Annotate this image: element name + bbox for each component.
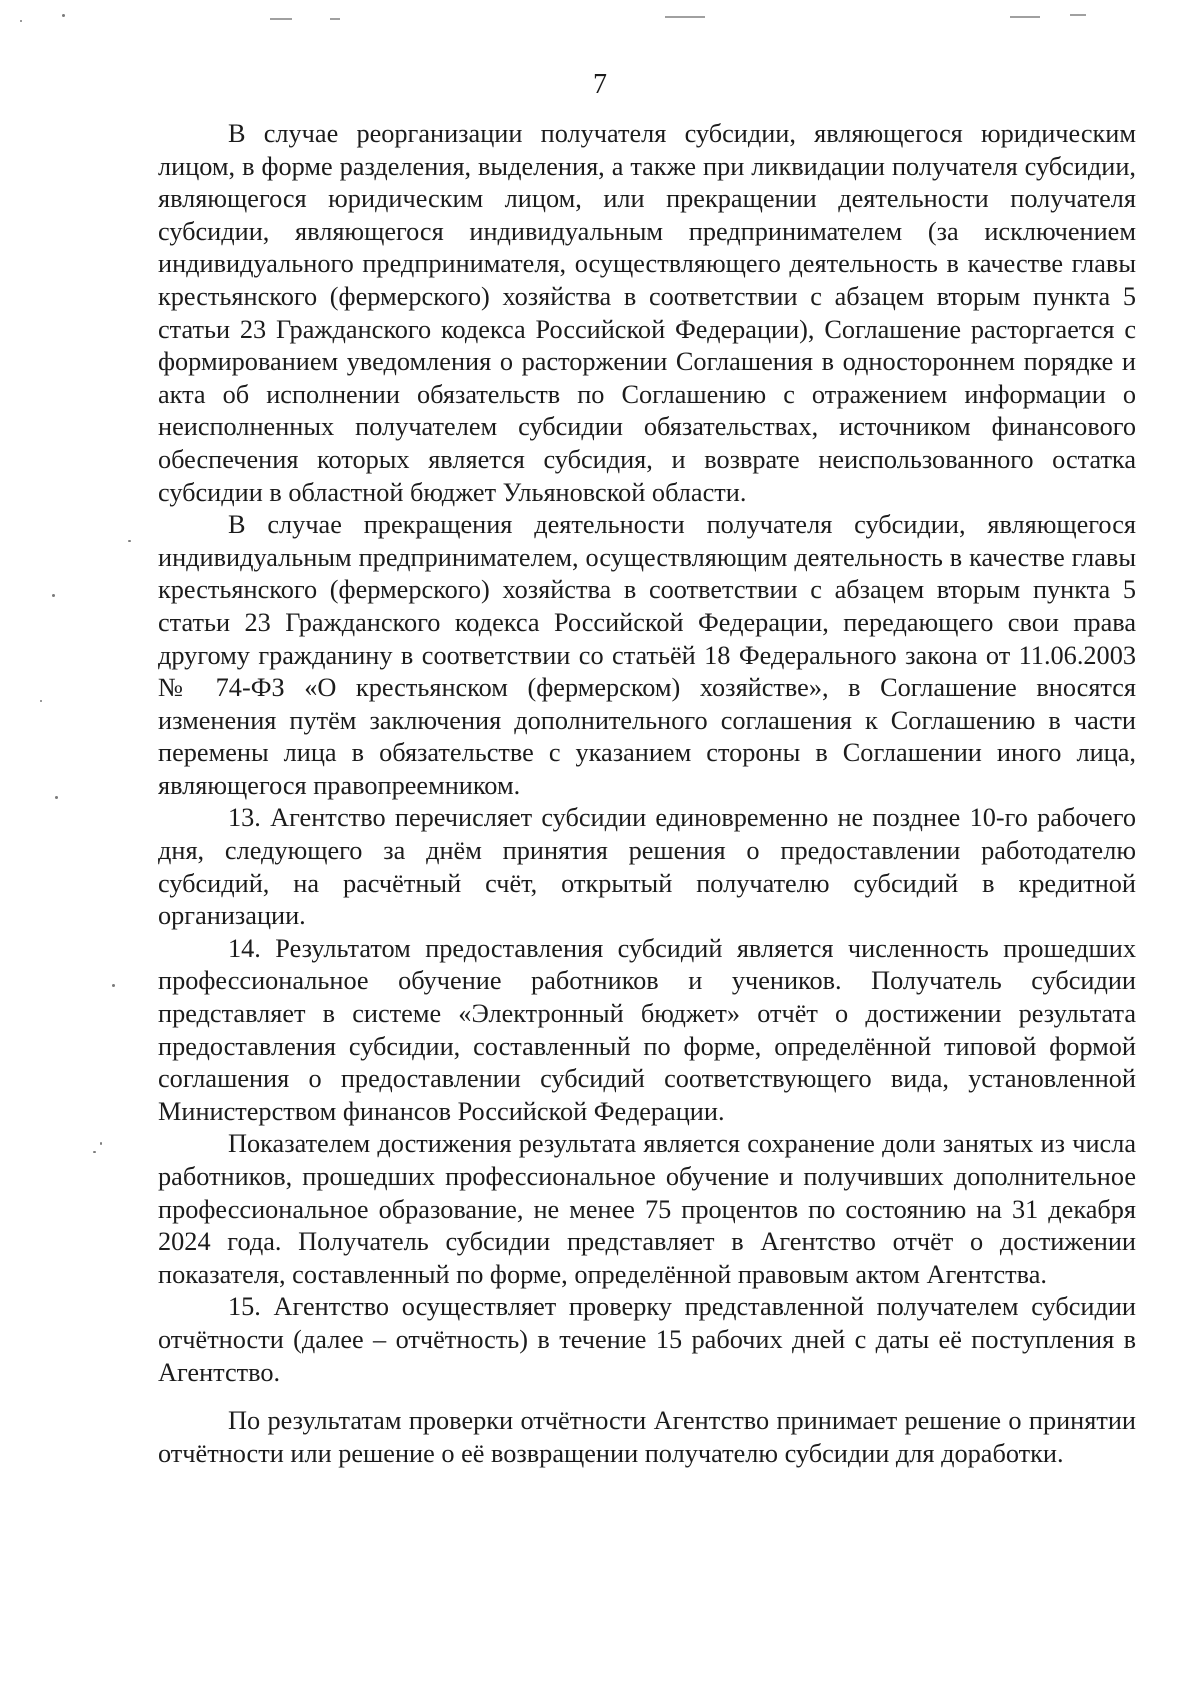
scan-speck bbox=[52, 594, 55, 597]
paragraph: 15. Агентство осуществляет проверку представленной получателем субсидии отчётности (далее – отчётность) в течение 15 рабочих дней с даты её поступления в Агентство. bbox=[158, 1292, 1136, 1387]
scan-speck bbox=[55, 796, 58, 799]
scan-speck bbox=[40, 700, 42, 702]
scan-speck bbox=[20, 20, 22, 22]
scan-artifact bbox=[270, 18, 292, 20]
scan-speck bbox=[93, 1151, 96, 1153]
document-body bbox=[158, 118, 1136, 1470]
paragraph: В случае реорганизации получателя субсидии, являющегося юридическим лицом, в форме разделения, выделения, а также при ликвидации получателя субсидии, являющегося юридическим лицом, или прекращении деятельности получателя субсидии, являющегося индивидуальным предпринимателем (за исключением индивидуального предпринимателя, осуществляющего деятельность в качестве главы крестьянского (фермерского) хозяйства в соответствии с абзацем вторым пункта 5 статьи 23 Гражданского кодекса Российской Федерации), Соглашение расторгается с формированием уведомления о расторжении Соглашения в одностороннем порядке и акта об исполнении обязательств по Соглашению с отражением информации о неисполненных получателем субсидии обязательствах, источником финансового обеспечения которых является субсидия, и возврате неиспользованного остатка субсидии в областной бюджет Ульяновской области. bbox=[158, 119, 1136, 507]
paragraph: Показателем достижения результата является сохранение доли занятых из числа работников, прошедших профессиональное обучение и получивших дополнительное профессиональное образование, не менее 75 процентов по состоянию на 31 декабря 2024 года. Получатель субсидии представляет в Агентство отчёт о достижении показателя, составленный по форме, определённой правовым актом Агентства. bbox=[158, 1129, 1136, 1289]
paragraph: 13. Агентство перечисляет субсидии единовременно не позднее 10-го рабочего дня, следующего за днём принятия решения о предоставлении работодателю субсидий, на расчётный счёт, открытый получателю субсидий в кредитной организации. bbox=[158, 803, 1136, 931]
scan-speck bbox=[112, 984, 115, 987]
scan-artifact bbox=[330, 18, 340, 20]
scan-artifact bbox=[1070, 14, 1086, 16]
page-number: 7 bbox=[593, 69, 607, 100]
scan-artifact bbox=[665, 16, 705, 18]
paragraph: 14. Результатом предоставления субсидий является численность прошедших профессиональное обучение работников и учеников. Получатель субсидии представляет в системе «Электронный бюджет» отчёт о достижении результата предоставления субсидии, составленный по форме, определённой типовой формой соглашения о предоставлении субсидий соответствующего вида, установленной Министерством финансов Российской Федерации. bbox=[158, 933, 1136, 1126]
scan-artifact bbox=[1010, 16, 1040, 18]
paragraph: В случае прекращения деятельности получателя субсидии, являющегося индивидуальным предпринимателем, осуществляющим деятельность в качестве главы крестьянского (фермерского) хозяйства в соответствии с абзацем вторым пункта 5 статьи 23 Гражданского кодекса Российской Федерации, передающего свои права другому гражданину в соответствии со статьёй 18 Федерального закона от 11.06.2003 № 74-ФЗ «О крестьянском (фермерском) хозяйстве», в Соглашение вносятся изменения путём заключения дополнительного соглашения к Соглашению в части перемены лица в обязательстве с указанием стороны в Соглашении иного лица, являющегося правопреемником. bbox=[158, 510, 1136, 800]
scan-speck bbox=[62, 14, 65, 17]
paragraph: По результатам проверки отчётности Агентство принимает решение о принятии отчётности или решение о её возвращении получателю субсидии для доработки. bbox=[158, 1406, 1136, 1468]
scan-speck bbox=[100, 1142, 102, 1145]
scan-speck bbox=[128, 540, 131, 542]
